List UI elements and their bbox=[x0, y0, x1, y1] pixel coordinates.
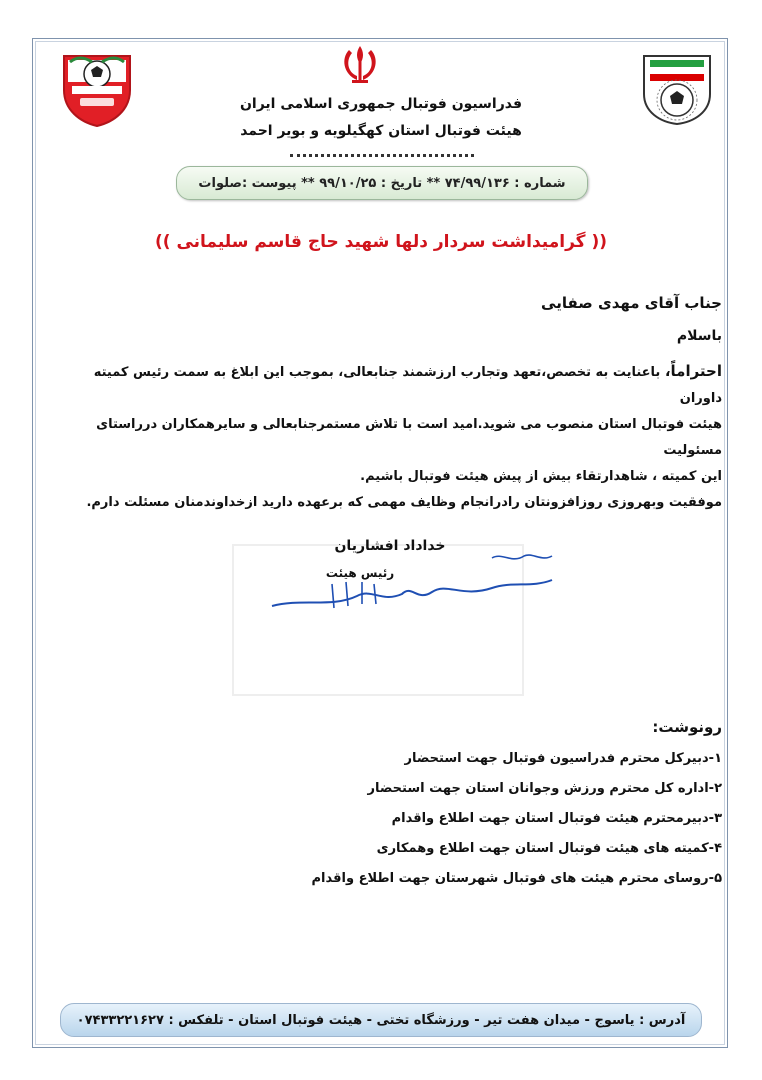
footer-address-box bbox=[60, 1003, 702, 1037]
signatory-role: رئیس هیئت bbox=[325, 566, 395, 580]
cc-item: ۵-روسای محترم هیئت های فوتبال شهرستان جهت اطلاع واقدام bbox=[311, 871, 722, 886]
federation-logo bbox=[640, 52, 714, 126]
cc-title: رونوشت: bbox=[652, 718, 722, 736]
reference-text: شماره : ۷۴/۹۹/۱۳۶ ** تاریخ : ۹۹/۱۰/۲۵ ** پیوست :صلوات bbox=[198, 175, 566, 191]
body-line-3: این کمیته ، شاهدارتقاء بیش از پیش هیئت فوتبال باشیم. bbox=[360, 469, 722, 484]
header-divider bbox=[290, 148, 474, 157]
body-line-4: موفقیت وبهروزی روزافزونتان رادرانجام وظایف مهمی که برعهده دارید ازخداوندمنان مسئلت دارم. bbox=[86, 495, 722, 510]
provincial-board-logo bbox=[58, 50, 136, 128]
body-lead-word: احتراماً، bbox=[664, 362, 722, 380]
board-name: هیئت فوتبال استان کهگیلویه و بویر احمد bbox=[240, 123, 522, 139]
reference-box bbox=[176, 166, 588, 200]
iran-emblem-icon bbox=[335, 44, 385, 86]
cc-item: ۱-دبیرکل محترم فدراسیون فوتبال جهت استحضار bbox=[404, 751, 722, 766]
greeting: باسلام bbox=[676, 328, 722, 344]
cc-list bbox=[62, 744, 722, 894]
body-line-2: هیئت فوتبال استان منصوب می شوید.امید است با تلاش مستمرجنابعالی و سایرهمکاران درراستای مسئولیت bbox=[96, 417, 722, 458]
body-line-1: احتراماً، باعنایت به تخصص،تعهد وتجارب ارزشمند جنابعالی، بموجب این ابلاغ به سمت رئیس کمیته داوران bbox=[93, 362, 722, 406]
cc-item: ۲-اداره کل محترم ورزش وجوانان استان جهت استحضار bbox=[367, 781, 722, 796]
letter-title: (( گرامیداشت سردار دلها شهید حاج قاسم سلیمانی )) bbox=[155, 232, 607, 252]
recipient: جناب آقای مهدی صفایی bbox=[541, 294, 722, 312]
signatory-name: خداداد افشاریان bbox=[334, 538, 446, 554]
handwritten-signature bbox=[262, 548, 562, 618]
footer-address: آدرس : یاسوج - میدان هفت تیر - ورزشگاه تختی - هیئت فوتبال استان - تلفکس : ۰۷۴۳۳۲۲۱۶۲۷ bbox=[76, 1012, 686, 1028]
letter-body bbox=[62, 358, 722, 516]
cc-item: ۳-دبیرمحترم هیئت فوتبال استان جهت اطلاع واقدام bbox=[391, 811, 722, 826]
federation-name: فدراسیون فوتبال جمهوری اسلامی ایران bbox=[239, 96, 523, 112]
cc-item: ۴-کمیته های هیئت فوتبال استان جهت اطلاع وهمکاری bbox=[376, 841, 722, 856]
